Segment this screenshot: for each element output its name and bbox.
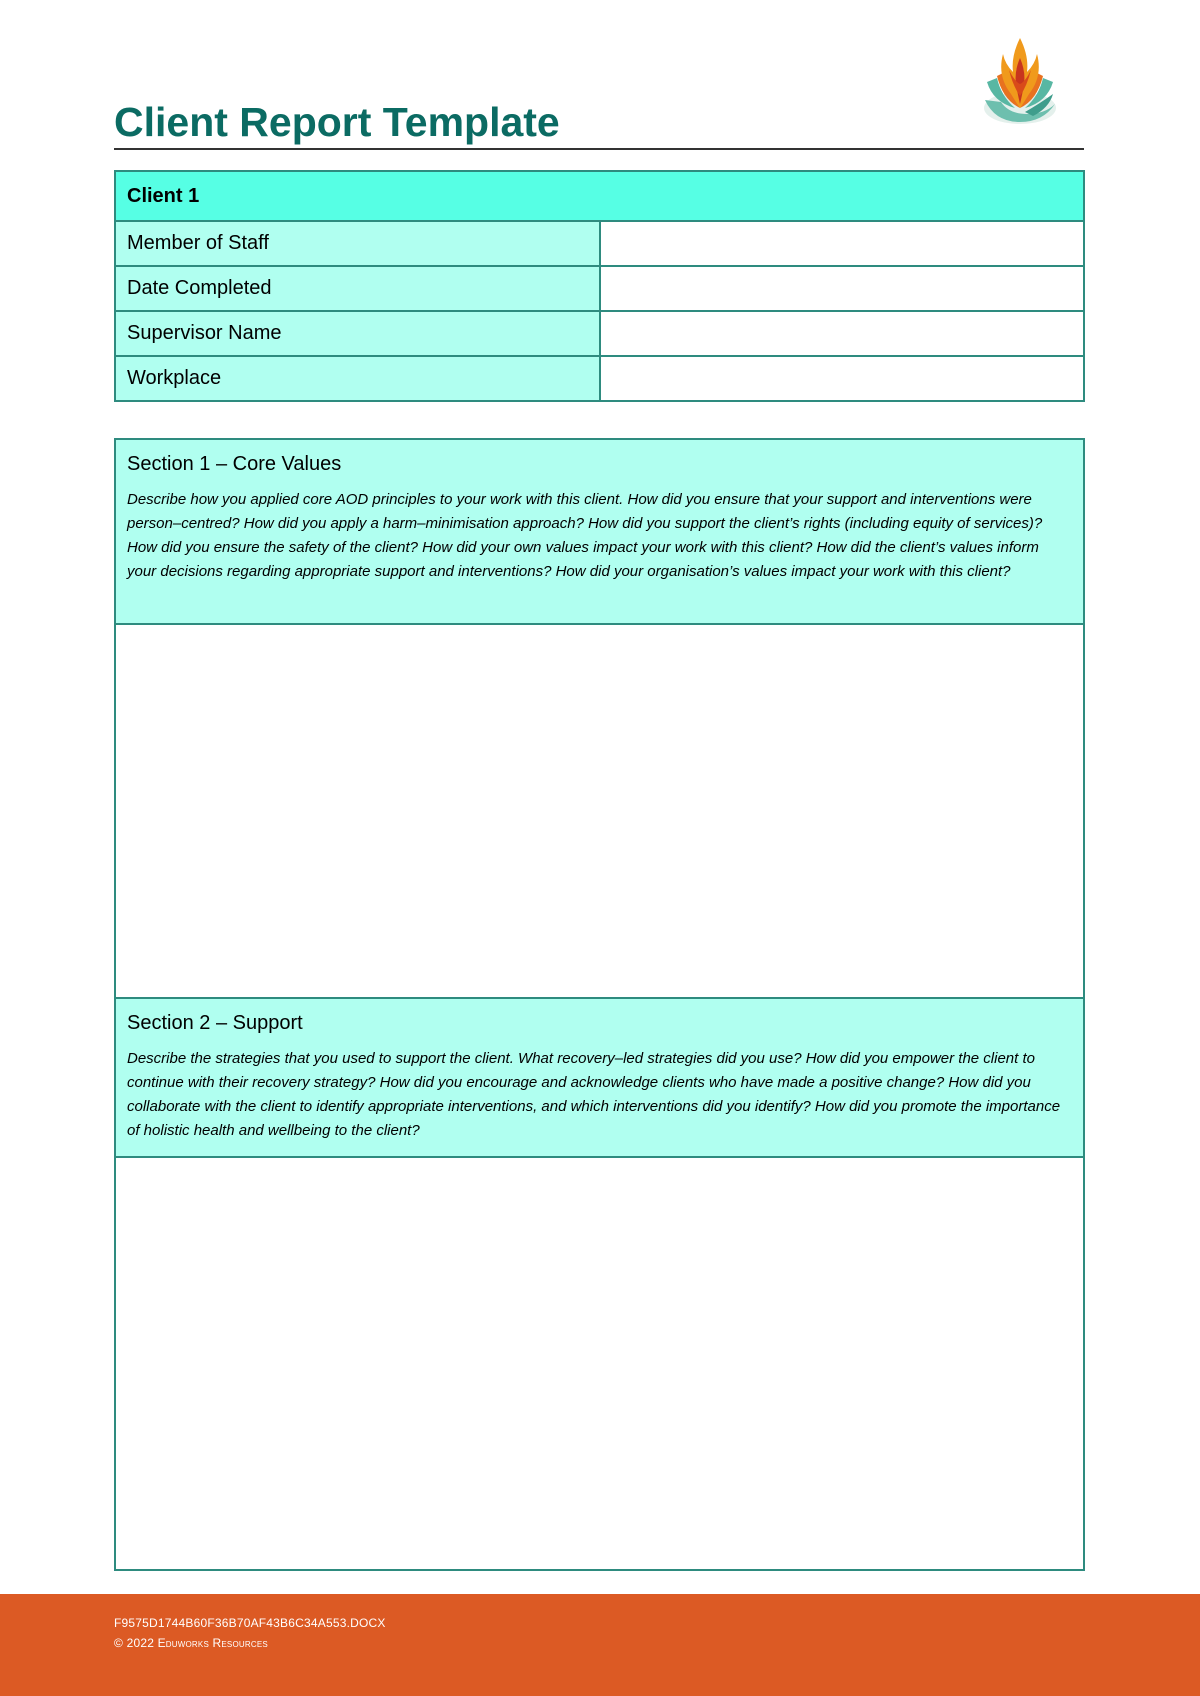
date-completed-field[interactable] bbox=[600, 266, 1085, 311]
section-2-description: Describe the strategies that you used to support the client. What recovery–led strategies did you use? How did you empower the client to continue with their recovery strategy? How did you encourage and acknowledge clients who have made a positive change? How did you collaborate with the client to identify appropriate interventions, and which interventions did you identify? How did you promote the importance of holistic health and wellbeing to the client? bbox=[127, 1050, 1061, 1139]
report-sections bbox=[114, 438, 1085, 1571]
member-of-staff-label: Member of Staff bbox=[115, 221, 600, 266]
date-completed-label: Date Completed bbox=[115, 266, 600, 311]
section-1-header bbox=[116, 440, 1083, 625]
section-2-response-area[interactable] bbox=[116, 1158, 1083, 1569]
table-row bbox=[115, 311, 1084, 356]
section-1-description: Describe how you applied core AOD principles to your work with this client. How did you ensure that your support and interventions were person–centred? How did you apply a harm–minimisation approach? How did you support the client’s rights (including equity of services)? How did you ensure the safety of the client? How did your own values impact your work with this client? How did the client’s values inform your decisions regarding appropriate support and interventions? How did your organisation’s values impact your work with this client? bbox=[127, 491, 1043, 580]
client-details-table bbox=[114, 170, 1085, 402]
footer-filename: F9575D1744B60F36B70AF43B6C34A553.DOCX bbox=[114, 1616, 386, 1630]
workplace-field[interactable] bbox=[600, 356, 1085, 401]
section-1-response-area[interactable] bbox=[116, 625, 1083, 999]
member-of-staff-field[interactable] bbox=[600, 221, 1085, 266]
page-title: Client Report Template bbox=[114, 99, 560, 145]
table-row bbox=[115, 266, 1084, 311]
company-logo bbox=[975, 30, 1065, 130]
supervisor-name-label: Supervisor Name bbox=[115, 311, 600, 356]
workplace-label: Workplace bbox=[115, 356, 600, 401]
title-divider bbox=[114, 148, 1084, 150]
table-header-row bbox=[115, 171, 1084, 221]
table-row bbox=[115, 221, 1084, 266]
footer-copyright: © 2022 Eduworks Resources bbox=[114, 1636, 268, 1650]
section-2-header bbox=[116, 999, 1083, 1158]
table-row bbox=[115, 356, 1084, 401]
supervisor-name-field[interactable] bbox=[600, 311, 1085, 356]
page-footer bbox=[0, 1594, 1200, 1696]
client-header: Client 1 bbox=[115, 171, 1084, 221]
section-2-title: Section 2 – Support bbox=[127, 1012, 303, 1034]
section-1-title: Section 1 – Core Values bbox=[127, 453, 342, 475]
